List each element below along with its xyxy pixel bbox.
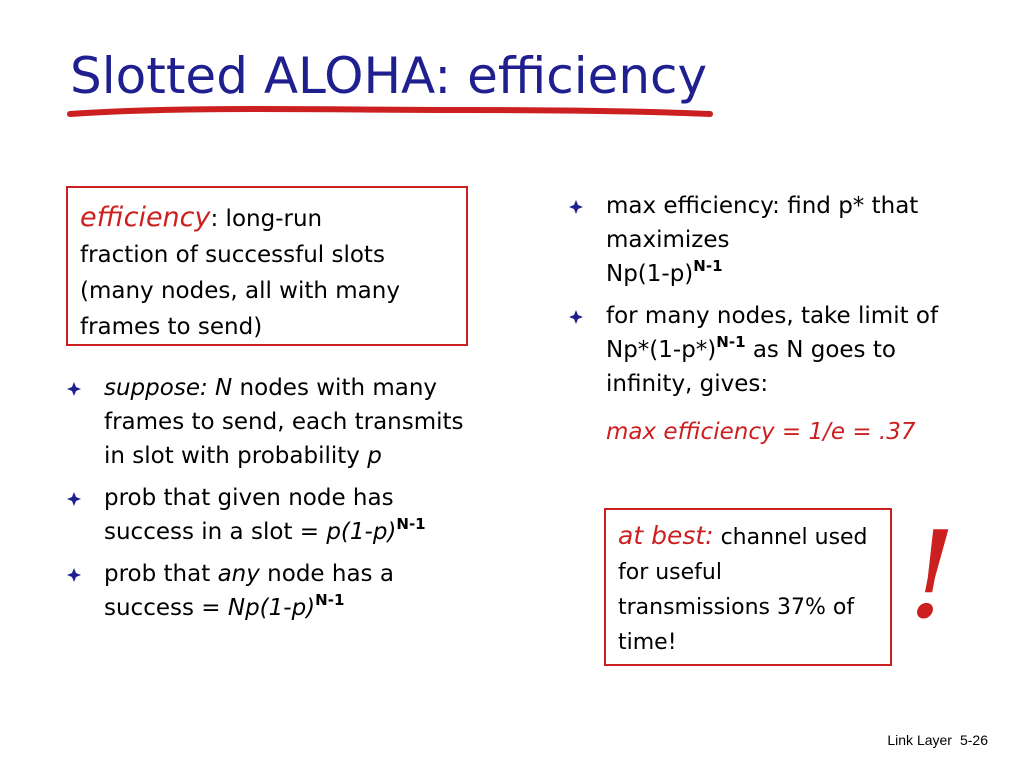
exclamation-mark: ! (908, 507, 957, 646)
at-best-box (604, 508, 892, 666)
diamond-bullet-icon (67, 568, 81, 582)
diamond-bullet-icon (67, 492, 81, 506)
title-underline (66, 98, 716, 128)
footer-page-number: 5-26 (959, 732, 988, 748)
right-bullet-list (566, 189, 986, 409)
slide-footer (887, 732, 988, 748)
definition-term: efficiency (80, 202, 211, 233)
at-best-text: at best: channel used for useful transmissions 37% of time! (618, 521, 868, 655)
max-efficiency-result: max efficiency = 1/e = .37 (606, 419, 916, 445)
at-best-term: at best: (618, 521, 714, 550)
left-bullet-list (64, 371, 484, 633)
footer-chapter: Link Layer (887, 732, 952, 748)
list-item: for many nodes, take limit of $Np*(1-p*)^{N-1}$ as N goes to infinity, gives: (566, 299, 986, 401)
diamond-bullet-icon (569, 200, 583, 214)
list-item: prob that any node has a success = $Np(1-p)^{N-1}$ (64, 557, 484, 625)
definition-box (66, 186, 468, 346)
slide-title: Slotted ALOHA: efficiency (70, 47, 708, 105)
list-item: prob that given node has success in a slot = $p(1-p)^{N-1}$ (64, 481, 484, 549)
list-item: suppose: N nodes with many frames to send, each transmits in slot with probability p (64, 371, 484, 473)
list-item: max efficiency: find p* that maximizes $Np(1-p)^{N-1}$ (566, 189, 986, 291)
diamond-bullet-icon (67, 382, 81, 396)
definition-text: efficiency: long-run fraction of successful slots (many nodes, all with many frames to send) (80, 202, 400, 340)
diamond-bullet-icon (569, 310, 583, 324)
